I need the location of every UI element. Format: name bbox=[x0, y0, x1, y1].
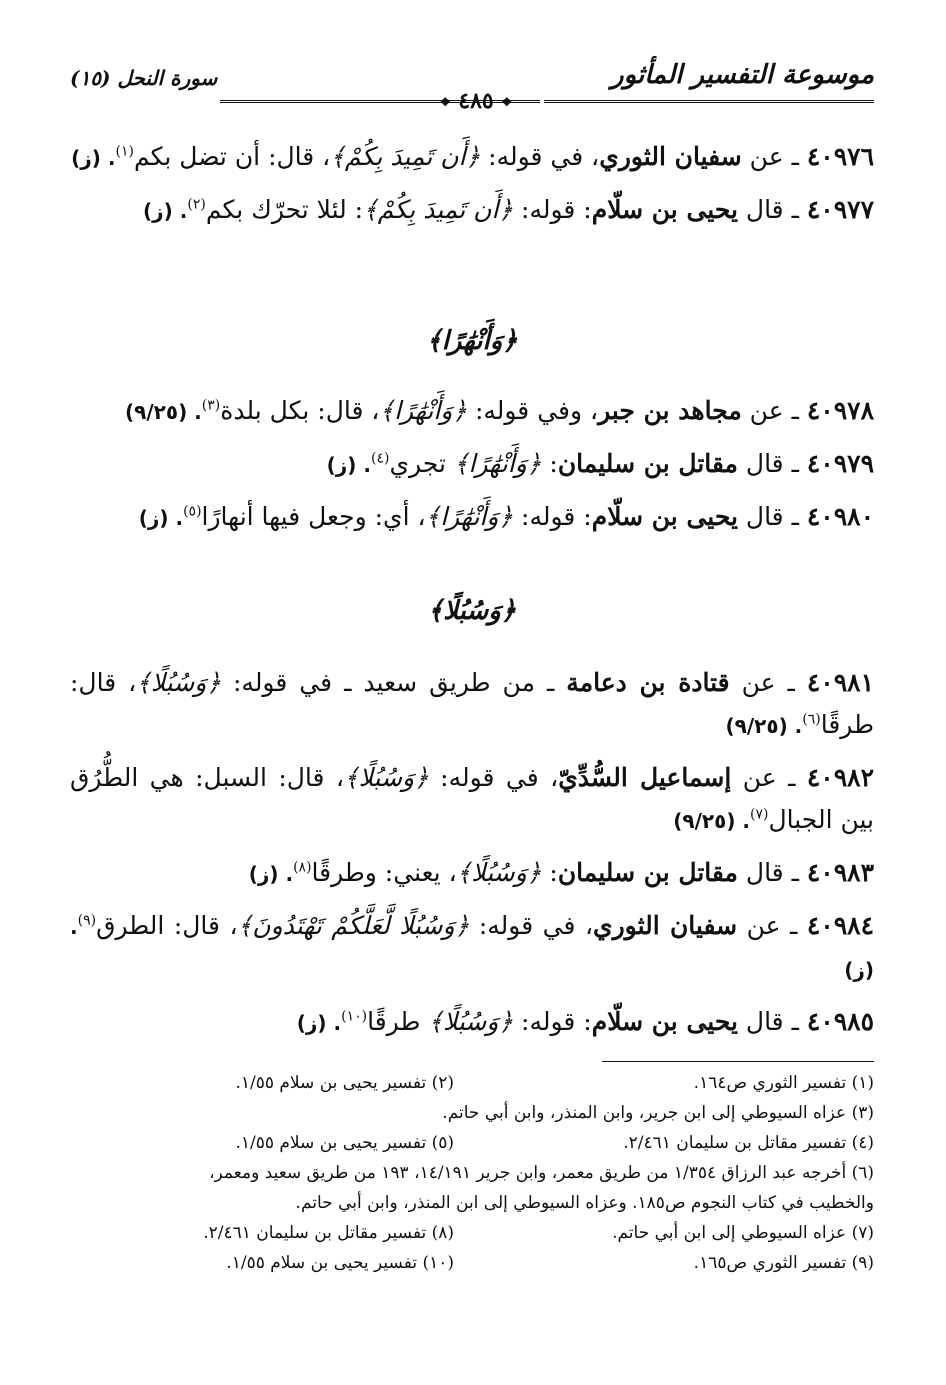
footnote-continuation: والخطيب في كتاب النجوم ص١٨٥. وعزاه السيوطي إلى ابن المنذر، وابن أبي حاتم. bbox=[295, 1193, 874, 1213]
entry: ٤٠٩٧٩ ـ قال مقاتل بن سليمان: ﴿وَأَنْهَٰرًا﴾ تجري$^{(٤)}$. (ز) bbox=[326, 449, 874, 478]
entries-group-1 bbox=[70, 136, 874, 232]
footnote-row bbox=[70, 1218, 874, 1248]
entry: ٤٠٩٨٤ ـ عن سفيان الثوري، في قوله: ﴿وَسُبُلًا لَّعَلَّكُمْ تَهْتَدُونَ﴾، قال: الطرق$^{(٩)}$. (ز) bbox=[70, 911, 875, 982]
footnote-row bbox=[70, 1188, 874, 1218]
ornament-icon: ❖ bbox=[439, 95, 451, 109]
footnote-row bbox=[70, 1128, 874, 1158]
surah-title: سورة النحل (١٥) bbox=[70, 66, 218, 90]
entry: ٤٠٩٧٦ ـ عن سفيان الثوري، في قوله: ﴿أَن تَمِيدَ بِكُمْ﴾، قال: أن تضل بكم$^{(١)}$. (ز) bbox=[71, 142, 874, 171]
footnote: (٤) تفسير مقاتل بن سليمان ٢/٤٦١. bbox=[623, 1133, 874, 1153]
footnote-row bbox=[70, 1248, 874, 1278]
entry: ٤٠٩٨٠ ـ قال يحيى بن سلّام: قوله: ﴿وَأَنْهَٰرًا﴾، أي: وجعل فيها أنهارًا$^{(٥)}$. (ز) bbox=[138, 502, 874, 531]
entry: ٤٠٩٨٣ ـ قال مقاتل بن سليمان: ﴿وَسُبُلًا﴾، يعني: وطرقًا$^{(٨)}$. (ز) bbox=[248, 858, 874, 887]
entry: ٤٠٩٧٨ ـ عن مجاهد بن جبر، وفي قوله: ﴿وَأَنْهَٰرًا﴾، قال: بكل بلدة$^{(٣)}$. (٩/٢٥) bbox=[124, 396, 874, 425]
footnote: (٩) تفسير الثوري ص١٦٥. bbox=[693, 1253, 874, 1273]
ornament-icon: ❖ bbox=[501, 95, 513, 109]
footnote: (٦) أخرجه عبد الرزاق ١/٣٥٤ من طريق معمر، وابن جرير ١٤/١٩١، ١٩٣ من طريق سعيد ومعمر، bbox=[209, 1163, 874, 1183]
footnote-row bbox=[70, 1068, 874, 1098]
page-number: ❖ ٤٨٥ ❖ bbox=[439, 88, 513, 114]
footnotes bbox=[70, 1068, 874, 1278]
entries-group-2 bbox=[70, 390, 874, 539]
header-rule-right bbox=[544, 100, 874, 103]
section-heading: ﴿وَأَنْهَٰرًا﴾ bbox=[426, 326, 518, 356]
footnote: (٧) عزاه السيوطي إلى ابن أبي حاتم. bbox=[612, 1223, 874, 1243]
book-title: موسوعة التفسير المأثور bbox=[611, 60, 874, 90]
footnote: (١٠) تفسير يحيى بن سلام ١/٥٥. bbox=[226, 1253, 454, 1273]
page-header bbox=[70, 58, 874, 114]
header-rule-left bbox=[220, 100, 540, 103]
footnote: (٥) تفسير يحيى بن سلام ١/٥٥. bbox=[235, 1133, 454, 1153]
footnote: (١) تفسير الثوري ص١٦٤. bbox=[693, 1073, 874, 1093]
page bbox=[70, 58, 875, 1273]
entries-group-3 bbox=[70, 662, 874, 1044]
footnote-rule bbox=[602, 1061, 874, 1062]
footnote: (٢) تفسير يحيى بن سلام ١/٥٥. bbox=[235, 1073, 454, 1093]
footnote: (٨) تفسير مقاتل بن سليمان ٢/٤٦١. bbox=[203, 1223, 454, 1243]
entry: ٤٠٩٧٧ ـ قال يحيى بن سلّام: قوله: ﴿أَن تَمِيدَ بِكُمْ﴾: لئلا تحرّك بكم$^{(٢)}$. (ز) bbox=[143, 195, 874, 224]
footnote-row bbox=[70, 1098, 874, 1128]
entry: ٤٠٩٨٢ ـ عن إسماعيل السُّدِّيّ، في قوله: ﴿وَسُبُلًا﴾، قال: السبل: هي الطُّرُق بين الجبال$^{(٧)}$. (٩/٢٥) bbox=[70, 763, 875, 834]
entry: ٤٠٩٨٥ ـ قال يحيى بن سلّام: قوله: ﴿وَسُبُلًا﴾ طرقًا$^{(١٠)}$. (ز) bbox=[296, 1007, 874, 1036]
footnote-row bbox=[70, 1158, 874, 1188]
footnote: (٣) عزاه السيوطي إلى ابن جرير، وابن المنذر، وابن أبي حاتم. bbox=[442, 1103, 874, 1123]
entry: ٤٠٩٨١ ـ عن قتادة بن دعامة ـ من طريق سعيد ـ في قوله: ﴿وَسُبُلًا﴾، قال: طرقًا$^{(٦)}$. (٩/٢٥) bbox=[70, 668, 874, 739]
section-heading: ﴿وَسُبُلًا﴾ bbox=[427, 596, 517, 626]
